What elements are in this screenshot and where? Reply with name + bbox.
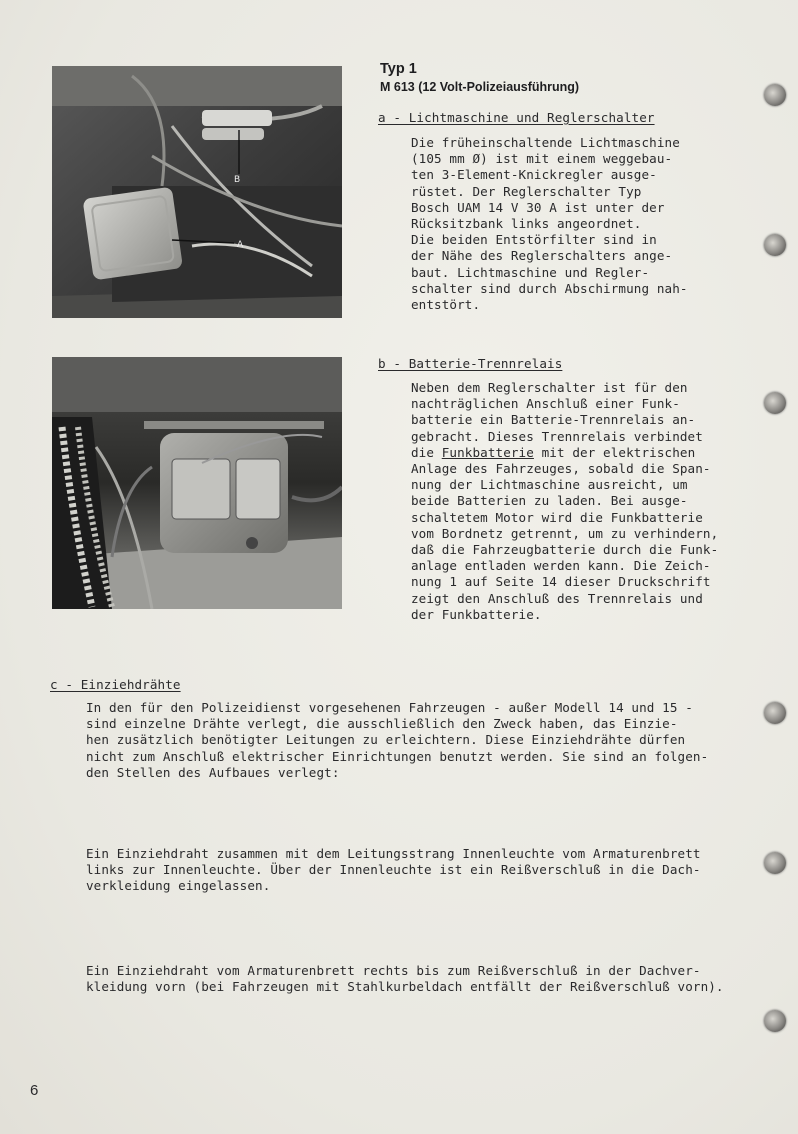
section-b-line: nachträglichen Anschluß einer Funk- <box>411 396 680 412</box>
einziehdraht-item-1 <box>86 846 701 895</box>
section-b-line: daß die Fahrzeugbatterie durch die Funk- <box>411 542 719 558</box>
section-a-line: Die beiden Entstörfilter sind in <box>411 232 657 248</box>
section-a-line: der Nähe des Reglerschalters ange- <box>411 248 673 264</box>
binder-hole-icon <box>764 702 786 724</box>
section-a-line: ten 3-Element-Knickregler ausge- <box>411 167 657 183</box>
photo-relay-image <box>52 357 342 609</box>
section-a-title: a - Lichtmaschine und Reglerschalter <box>378 110 655 125</box>
underlined-term: Funkbatterie <box>441 444 534 460</box>
section-b-line: die Funkbatterie mit der elektrischen <box>411 444 696 460</box>
section-b-line: beide Batterien zu laden. Bei ausge- <box>411 493 688 509</box>
item-2-line: kleidung vorn (bei Fahrzeugen mit Stahlkurbeldach entfällt der Reißverschluß vorn). <box>86 979 724 995</box>
binder-holes <box>758 0 798 1134</box>
item-2-line: Ein Einziehdraht vom Armaturenbrett rechts bis zum Reißverschluß in der Dachver- <box>86 963 701 978</box>
item-1-line: Ein Einziehdraht zusammen mit dem Leitungsstrang Innenleuchte vom Armaturenbrett <box>86 846 701 861</box>
section-b-line: zeigt den Anschluß des Trennrelais und <box>411 590 703 606</box>
section-a-line: Bosch UAM 14 V 30 A ist unter der <box>411 199 665 215</box>
section-a-body <box>411 135 688 313</box>
section-b-line: Neben dem Reglerschalter ist für den <box>411 380 688 395</box>
binder-hole-icon <box>764 84 786 106</box>
section-c-line: In den für den Polizeidienst vorgesehenen Fahrzeugen - außer Modell 14 und 15 - <box>86 700 693 715</box>
binder-hole-icon <box>764 852 786 874</box>
section-c-line: sind einzelne Drähte verlegt, die ausschließlich den Zweck haben, das Einzie- <box>86 716 678 732</box>
section-a-line: rüstet. Der Reglerschalter Typ <box>411 183 642 199</box>
binder-hole-icon <box>764 1010 786 1032</box>
section-b-line: nung der Lichtmaschine ausreicht, um <box>411 477 688 493</box>
section-b-line: anlage entladen werden kann. Die Zeich- <box>411 558 711 574</box>
section-a-line: Die früheinschaltende Lichtmaschine <box>411 135 680 150</box>
photo-regulator-switch <box>52 66 342 318</box>
section-b-line: vom Bordnetz getrennt, um zu verhindern, <box>411 525 719 541</box>
section-c-line: hen zusätzlich benötigter Leitungen zu erleichtern. Diese Einziehdrähte dürfen <box>86 732 686 748</box>
page-heading <box>380 60 579 96</box>
page-number: 6 <box>30 1082 39 1099</box>
section-b-line: gebracht. Dieses Trennrelais verbindet <box>411 428 703 444</box>
section-b-line: Anlage des Fahrzeuges, sobald die Span- <box>411 461 711 477</box>
section-b-title: b - Batterie-Trennrelais <box>378 356 563 371</box>
section-c-line: nicht zum Anschluß elektrischer Einrichtungen benutzt werden. Sie sind an folgen- <box>86 748 709 764</box>
item-1-line: verkleidung eingelassen. <box>86 878 271 894</box>
section-b-line: batterie ein Batterie-Trennrelais an- <box>411 412 696 428</box>
photo-label-a: A <box>237 240 244 250</box>
section-a-line: Rücksitzbank links angeordnet. <box>411 216 642 232</box>
section-b-line: schaltetem Motor wird die Funkbatterie <box>411 509 703 525</box>
heading-type: Typ 1 <box>380 61 417 77</box>
section-b-body <box>411 380 718 623</box>
section-b-line: der Funkbatterie. <box>411 606 542 622</box>
binder-hole-icon <box>764 234 786 256</box>
section-a-line: (105 mm Ø) ist mit einem weggebau- <box>411 151 673 167</box>
section-a-line: entstört. <box>411 297 481 313</box>
section-c-line: den Stellen des Aufbaues verlegt: <box>86 764 340 780</box>
section-c-body <box>86 700 708 781</box>
section-c-title: c - Einziehdrähte <box>50 677 181 692</box>
section-a-line: baut. Lichtmaschine und Regler- <box>411 264 650 280</box>
photo-regulator-image <box>52 66 342 318</box>
section-a-line: schalter sind durch Abschirmung nah- <box>411 280 688 296</box>
photo-battery-relay <box>52 357 342 609</box>
einziehdraht-item-2 <box>86 963 724 995</box>
binder-hole-icon <box>764 392 786 414</box>
photo-label-b: B <box>234 175 241 185</box>
section-b-line: nung 1 auf Seite 14 dieser Druckschrift <box>411 574 711 590</box>
heading-model: M 613 (12 Volt-Polizeiausführung) <box>380 80 580 94</box>
item-1-line: links zur Innenleuchte. Über der Innenleuchte ist ein Reißverschluß in die Dach- <box>86 862 701 878</box>
